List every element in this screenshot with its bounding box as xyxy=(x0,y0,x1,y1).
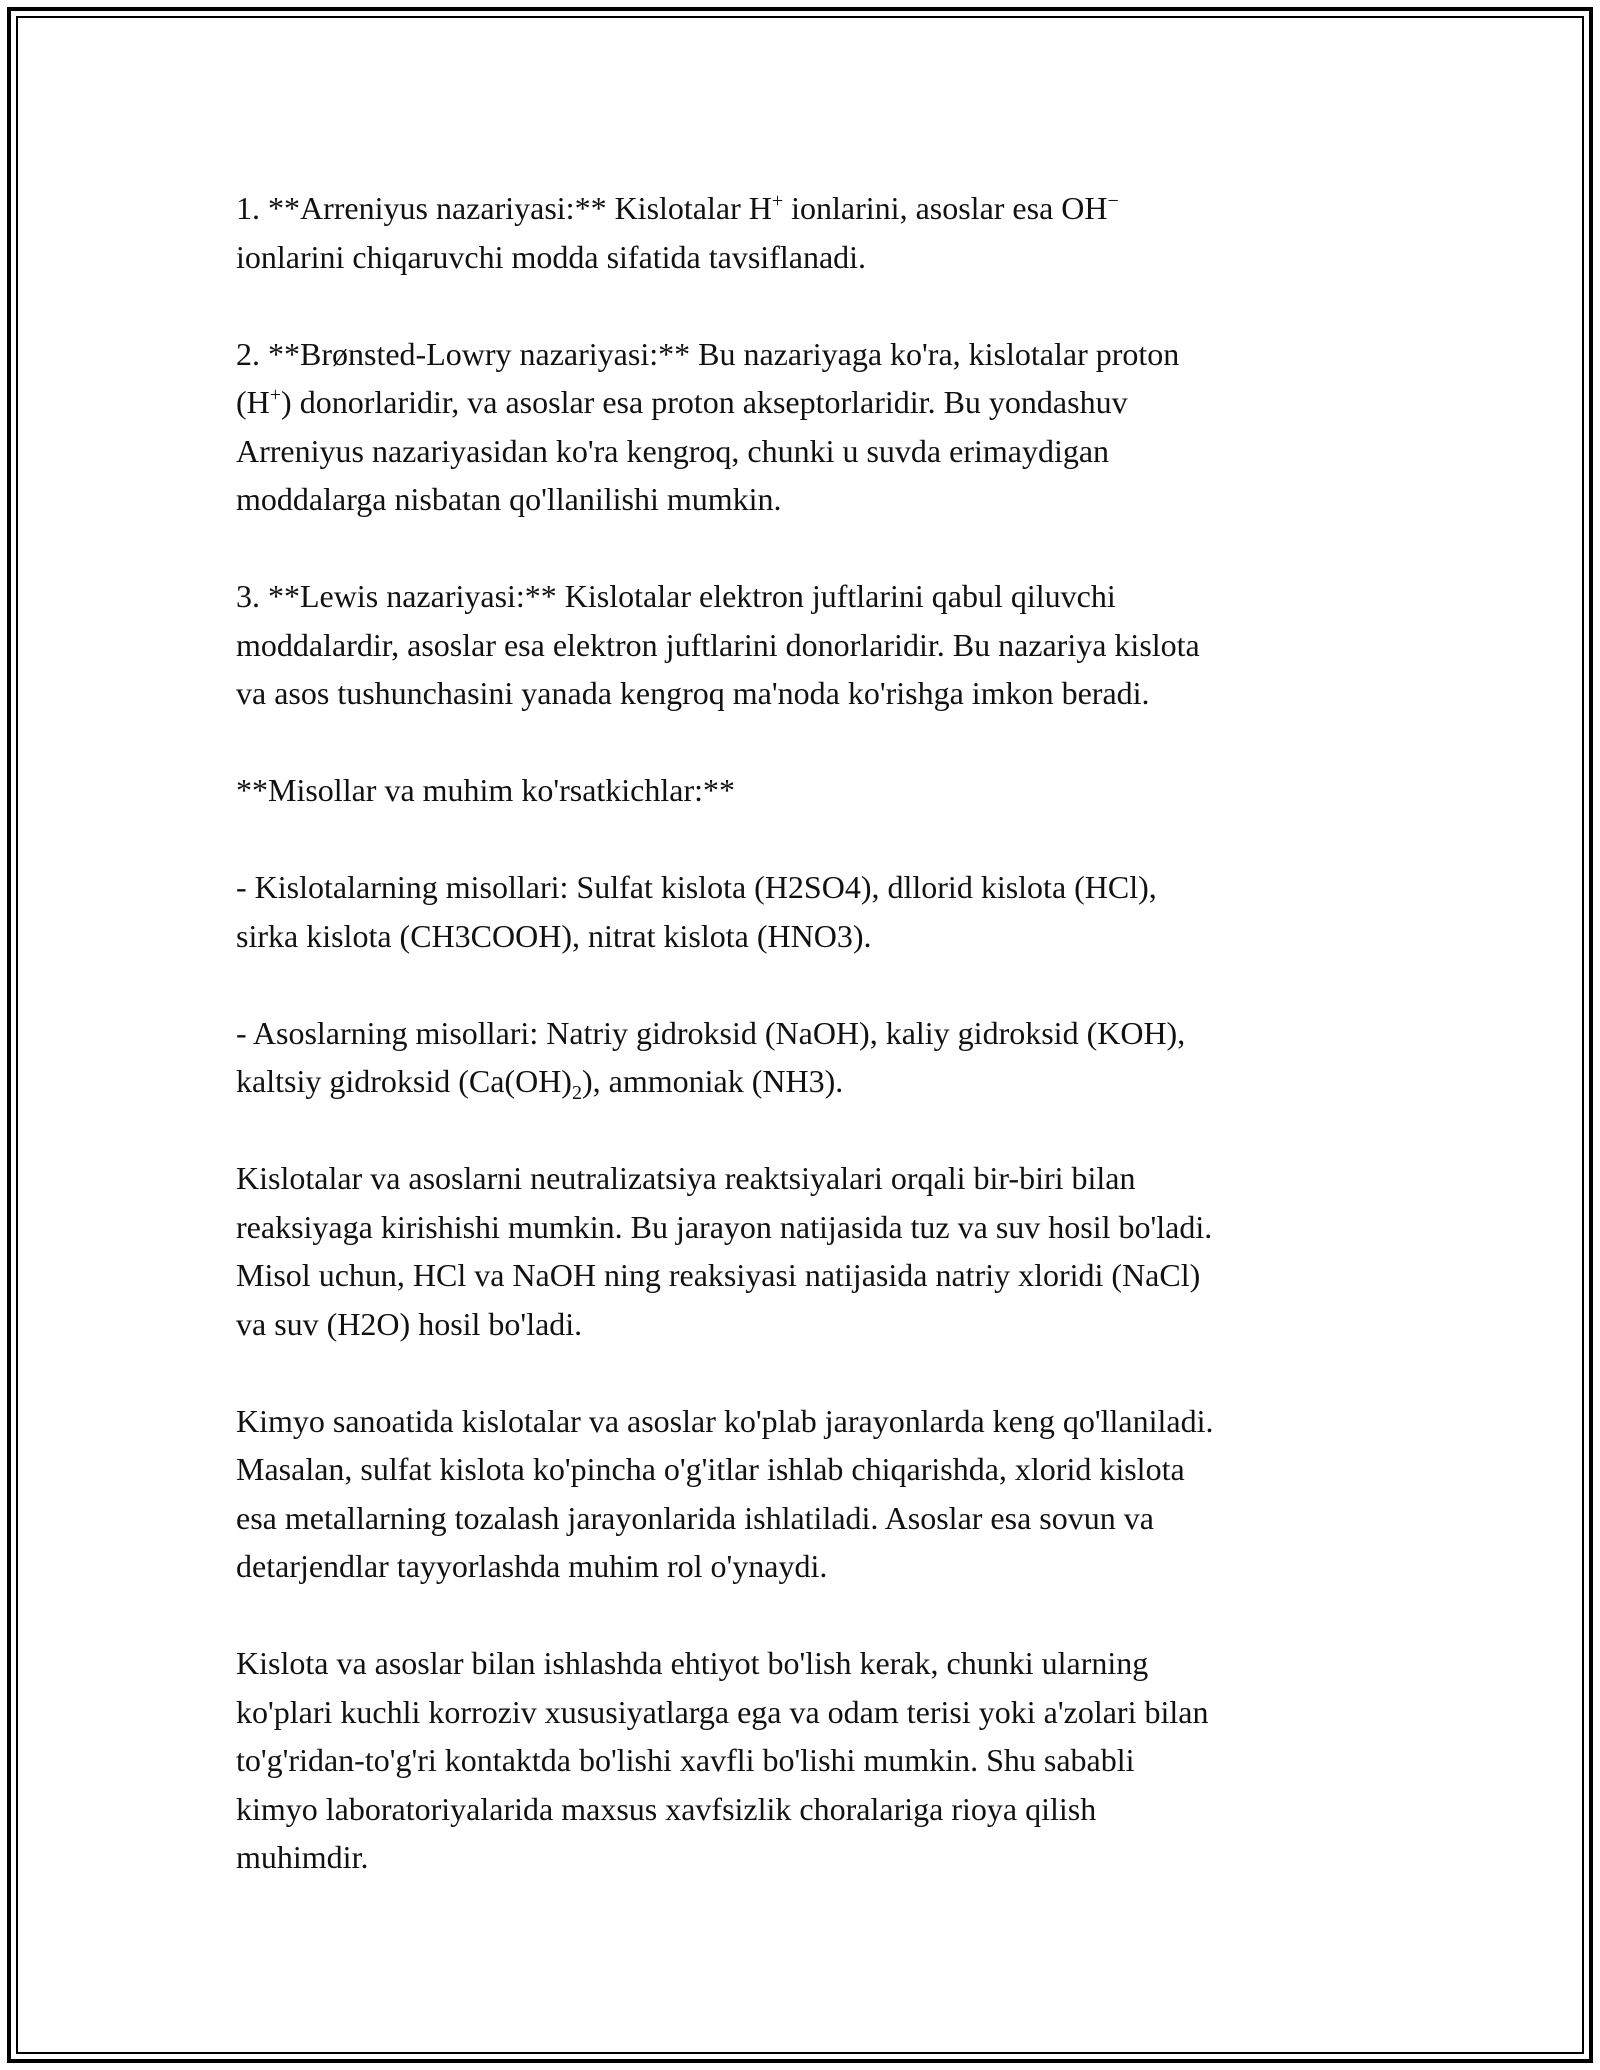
paragraph-lewis xyxy=(236,572,1396,718)
text-line: kimyo laboratoriyalarida maxsus xavfsizlik choralariga rioya qilish xyxy=(236,1790,1097,1827)
paragraph-base-examples xyxy=(236,1009,1396,1106)
text-line: ko'plari kuchli korroziv xususiyatlarga ega va odam terisi yoki a'zolari bilan xyxy=(236,1693,1209,1730)
text-line xyxy=(236,184,1396,233)
text-line: reaksiyaga kirishishi mumkin. Bu jarayon natijasida tuz va suv hosil bo'ladi. xyxy=(236,1208,1213,1245)
superscript: + xyxy=(771,190,784,212)
text-run: (H xyxy=(236,384,270,420)
text-line: **Misollar va muhim ko'rsatkichlar:** xyxy=(236,772,736,808)
text-line: moddalarga nisbatan qo'llanilishi mumkin. xyxy=(236,481,782,517)
text-run: ), ammoniak (NH3). xyxy=(581,1063,844,1099)
subscript: 2 xyxy=(571,1082,582,1104)
text-run: 1. **Arreniyus nazariyasi:** Kislotalar H xyxy=(236,190,772,226)
text-line: - Kislotalarning misollari: Sulfat kislota (H2SO4), dllorid kislota (HCl), xyxy=(236,869,1157,905)
text-line xyxy=(236,378,1396,427)
paragraph-acid-examples xyxy=(236,863,1396,960)
paragraph-examples-heading xyxy=(236,766,1396,815)
paragraph-industry xyxy=(236,1397,1396,1591)
text-line: esa metallarning tozalash jarayonlarida ishlatiladi. Asoslar esa sovun va xyxy=(236,1499,1154,1536)
superscript: + xyxy=(269,384,282,406)
text-run: ionlarini, asoslar esa OH xyxy=(783,190,1108,226)
text-line: moddalardir, asoslar esa elektron juftlarini donorlaridir. Bu nazariya kislota xyxy=(236,626,1200,663)
text-line: Kislotalar va asoslarni neutralizatsiya reaktsiyalari orqali bir-biri bilan xyxy=(236,1160,1136,1196)
document-body xyxy=(236,184,1396,1882)
text-line: va asos tushunchasini yanada kengroq ma'noda ko'rishga imkon beradi. xyxy=(236,675,1150,711)
paragraph-neutralization xyxy=(236,1154,1396,1348)
text-line: sirka kislota (CH3COOH), nitrat kislota (HNO3). xyxy=(236,917,872,954)
text-line: ionlarini chiqaruvchi modda sifatida tavsiflanadi. xyxy=(236,238,867,275)
text-run: ) donorlaridir, va asoslar esa proton akseptorlaridir. Bu yondashuv xyxy=(281,384,1128,420)
text-line xyxy=(236,1057,1396,1106)
text-run: kaltsiy gidroksid (Ca(OH) xyxy=(236,1063,572,1099)
text-line: Arreniyus nazariyasidan ko'ra kengroq, chunki u suvda erimaydigan xyxy=(236,432,1110,469)
text-line: 2. **Brønsted-Lowry nazariyasi:** Bu nazariyaga ko'ra, kislotalar proton xyxy=(236,335,1180,372)
paragraph-safety xyxy=(236,1639,1396,1882)
text-line: Kimyo sanoatida kislotalar va asoslar ko'plab jarayonlarda keng qo'llaniladi. xyxy=(236,1402,1214,1439)
text-line: va suv (H2O) hosil bo'ladi. xyxy=(236,1305,583,1342)
text-line: muhimdir. xyxy=(236,1839,369,1875)
superscript: − xyxy=(1107,190,1119,212)
paragraph-bronsted-lowry xyxy=(236,330,1396,524)
text-line: - Asoslarning misollari: Natriy gidroksid (NaOH), kaliy gidroksid (KOH), xyxy=(236,1014,1186,1051)
text-line: Masalan, sulfat kislota ko'pincha o'g'itlar ishlab chiqarishda, xlorid kislota xyxy=(236,1451,1185,1487)
paragraph-arrhenius xyxy=(236,184,1396,281)
text-line: detarjendlar tayyorlashda muhim rol o'ynaydi. xyxy=(236,1548,828,1584)
text-line: Misol uchun, HCl va NaOH ning reaksiyasi natijasida natriy xloridi (NaCl) xyxy=(236,1257,1201,1293)
text-line: to'g'ridan-to'g'ri kontaktda bo'lishi xavfli bo'lishi mumkin. Shu sababli xyxy=(236,1742,1135,1778)
text-line: 3. **Lewis nazariyasi:** Kislotalar elektron juftlarini qabul qiluvchi xyxy=(236,578,1116,614)
text-line: Kislota va asoslar bilan ishlashda ehtiyot bo'lish kerak, chunki ularning xyxy=(236,1645,1149,1681)
